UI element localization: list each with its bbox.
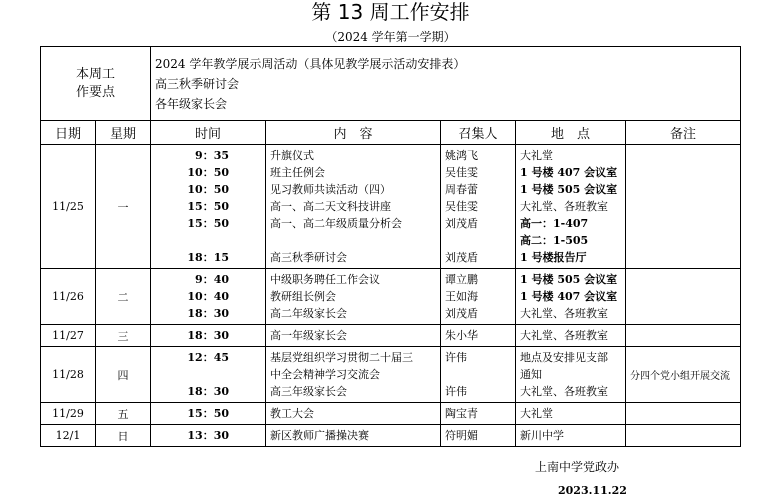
header-location: 地 点 <box>516 121 626 145</box>
header-note: 备注 <box>626 121 741 145</box>
content-cell <box>266 325 441 347</box>
event-time: 18：30 <box>187 385 230 398</box>
event-content: 高三年级家长会 <box>270 385 348 398</box>
event-content: 高一、高二天文科技讲座 <box>270 200 392 213</box>
convener-cell <box>441 325 516 347</box>
summary-row <box>41 47 741 121</box>
event-content: 教工大会 <box>270 407 315 420</box>
location-cell <box>516 403 626 425</box>
table-row <box>41 145 741 269</box>
event-convener: 许伟 <box>445 351 468 364</box>
table-row <box>41 403 741 425</box>
event-time: 15：50 <box>187 217 230 230</box>
event-time: 18：30 <box>187 329 230 342</box>
event-convener: 王如海 <box>445 290 479 303</box>
note-cell: 分四个党小组开展交流 <box>626 347 741 403</box>
location-cell <box>516 145 626 269</box>
page-title: 第 13 周工作安排 <box>311 0 470 24</box>
event-location: 大礼堂 <box>520 149 554 162</box>
summary-label-line: 本周工 <box>76 66 116 82</box>
weekday-cell: 五 <box>96 403 151 425</box>
weekday-cell: 四 <box>96 347 151 403</box>
event-time: 12：45 <box>187 351 230 364</box>
event-convener: 吴佳雯 <box>445 166 479 179</box>
note-cell <box>626 269 741 325</box>
table-row <box>41 425 741 447</box>
event-time: 10：50 <box>187 183 230 196</box>
date-cell: 11/29 <box>41 403 96 425</box>
event-content: 班主任例会 <box>270 166 326 179</box>
event-content: 升旗仪式 <box>270 149 315 162</box>
weekday-cell: 二 <box>96 269 151 325</box>
event-content: 基层党组织学习贯彻二十届三 <box>270 351 414 364</box>
event-convener <box>441 232 515 249</box>
header-row <box>41 121 741 145</box>
event-content: 教研组长例会 <box>270 290 337 303</box>
time-cell <box>151 145 266 269</box>
location-cell <box>516 425 626 447</box>
event-location: 高二：1-505 <box>520 234 589 247</box>
event-location: 1 号楼 505 会议室 <box>520 183 618 196</box>
event-time <box>151 232 265 249</box>
time-cell <box>151 325 266 347</box>
date-cell: 11/27 <box>41 325 96 347</box>
header-date: 日期 <box>41 121 96 145</box>
event-content <box>266 232 440 249</box>
event-location: 大礼堂、各班教室 <box>520 307 609 320</box>
event-content: 新区教师广播操决赛 <box>270 429 370 442</box>
table-row <box>41 325 741 347</box>
issuing-office: 上南中学党政办 <box>535 460 620 474</box>
event-content: 高二年级家长会 <box>270 307 348 320</box>
event-convener: 许伟 <box>445 385 468 398</box>
event-content: 中全会精神学习交流会 <box>270 368 381 381</box>
summary-item: 各年级家长会 <box>155 96 228 111</box>
date-cell: 11/25 <box>41 145 96 269</box>
issue-date: 2023.11.22 <box>558 484 627 497</box>
summary-content <box>151 47 741 121</box>
date-cell: 11/28 <box>41 347 96 403</box>
event-location: 大礼堂 <box>520 407 554 420</box>
event-location: 1 号楼 505 会议室 <box>520 273 618 286</box>
event-time: 18：30 <box>187 307 230 320</box>
content-cell <box>266 145 441 269</box>
weekday-cell: 日 <box>96 425 151 447</box>
event-convener: 刘茂盾 <box>445 307 479 320</box>
summary-item: 2024 学年教学展示周活动（具体见教学展示活动安排表） <box>155 56 466 71</box>
event-content: 见习教师共读活动（四） <box>270 183 392 196</box>
event-time: 15：50 <box>187 407 230 420</box>
convener-cell <box>441 347 516 403</box>
header-content: 内 容 <box>266 121 441 145</box>
convener-cell <box>441 145 516 269</box>
event-time: 10：50 <box>187 166 230 179</box>
event-time: 15：50 <box>187 200 230 213</box>
event-location: 1 号楼报告厅 <box>520 251 587 264</box>
summary-label-line: 作要点 <box>76 84 116 100</box>
event-content: 高一年级家长会 <box>270 329 348 342</box>
event-convener: 谭立鹏 <box>445 273 479 286</box>
event-time: 10：40 <box>187 290 230 303</box>
event-convener: 陶宝青 <box>445 407 479 420</box>
event-location: 大礼堂、各班教室 <box>520 200 609 213</box>
event-convener: 符明媚 <box>445 429 479 442</box>
table-row <box>41 269 741 325</box>
time-cell <box>151 347 266 403</box>
event-location: 通知 <box>520 368 543 381</box>
event-location: 1 号楼 407 会议室 <box>520 166 618 179</box>
schedule-table <box>40 46 741 447</box>
time-cell <box>151 269 266 325</box>
event-location: 新川中学 <box>520 429 565 442</box>
convener-cell <box>441 425 516 447</box>
event-location: 大礼堂、各班教室 <box>520 329 609 342</box>
header-weekday: 星期 <box>96 121 151 145</box>
event-location: 高一：1-407 <box>520 217 589 230</box>
semester-subtitle: （2024 学年第一学期） <box>325 30 456 44</box>
note-cell <box>626 325 741 347</box>
event-convener: 刘茂盾 <box>445 251 479 264</box>
header-time: 时间 <box>151 121 266 145</box>
event-location: 1 号楼 407 会议室 <box>520 290 618 303</box>
convener-cell <box>441 269 516 325</box>
time-cell <box>151 403 266 425</box>
event-content: 中级职务聘任工作会议 <box>270 273 381 286</box>
event-content: 高三秋季研讨会 <box>270 251 348 264</box>
note-cell <box>626 145 741 269</box>
event-location: 大礼堂、各班教室 <box>520 385 609 398</box>
content-cell <box>266 269 441 325</box>
event-time: 9：40 <box>195 273 230 286</box>
time-cell <box>151 425 266 447</box>
event-convener: 吴佳雯 <box>445 200 479 213</box>
location-cell <box>516 269 626 325</box>
event-content: 高一、高二年级质量分析会 <box>270 217 403 230</box>
event-time: 9：35 <box>195 149 230 162</box>
event-convener <box>441 366 515 383</box>
event-time: 18：15 <box>187 251 230 264</box>
event-location: 地点及安排见支部 <box>520 351 609 364</box>
location-cell <box>516 347 626 403</box>
event-convener: 朱小华 <box>445 329 479 342</box>
header-convener: 召集人 <box>441 121 516 145</box>
date-cell: 11/26 <box>41 269 96 325</box>
table-row <box>41 347 741 403</box>
summary-item: 高三秋季研讨会 <box>155 76 240 91</box>
content-cell <box>266 425 441 447</box>
date-cell: 12/1 <box>41 425 96 447</box>
event-time: 13：30 <box>187 429 230 442</box>
summary-label <box>41 47 151 121</box>
content-cell <box>266 403 441 425</box>
convener-cell <box>441 403 516 425</box>
content-cell <box>266 347 441 403</box>
event-time <box>151 366 265 383</box>
event-convener: 刘茂盾 <box>445 217 479 230</box>
note-cell <box>626 403 741 425</box>
event-convener: 姚鸿飞 <box>445 149 479 162</box>
location-cell <box>516 325 626 347</box>
weekday-cell: 一 <box>96 145 151 269</box>
event-convener: 周春蕾 <box>445 183 479 196</box>
note-cell <box>626 425 741 447</box>
weekday-cell: 三 <box>96 325 151 347</box>
